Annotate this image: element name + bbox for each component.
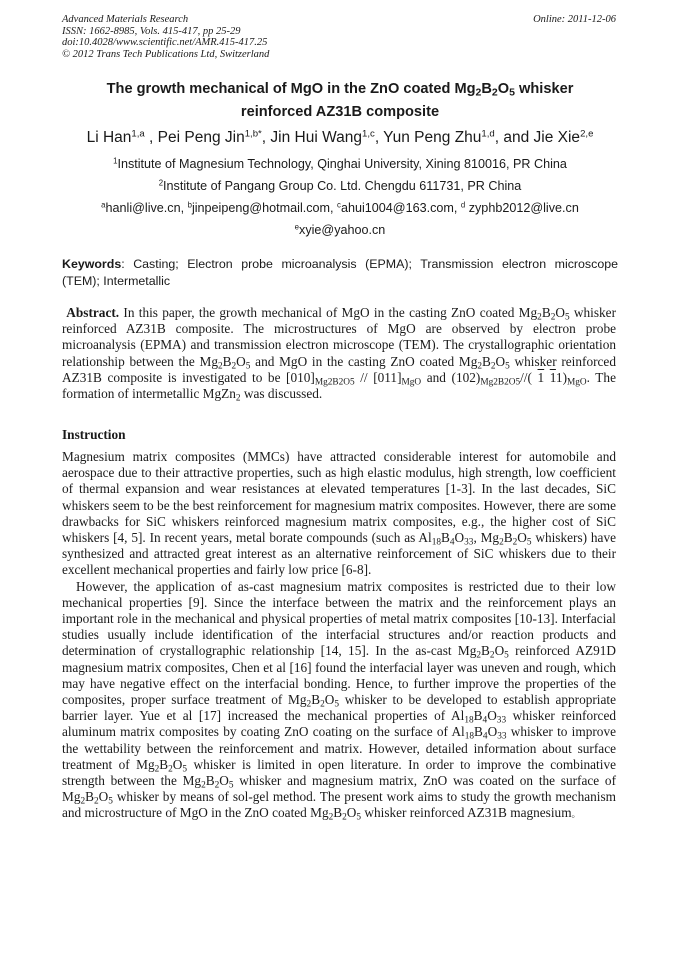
affiliation-1: $^1$Institute of Magnesium Technology, Qinghai University, Xining 810016, PR China	[113, 156, 567, 171]
email-line: $^a$hanli@live.cn, $^b$jinpeipeng@hotmail.com, $^c$ahui1004@163.com, $^d$ zyphb2012@live.cn	[101, 200, 579, 215]
email-line-2: $^e$xyie@yahoo.cn	[294, 222, 386, 237]
email-address: xyie@yahoo.cn	[299, 223, 386, 237]
author-name: Yun Peng Zhu	[383, 129, 482, 146]
journal-copyright: © 2012 Trans Tech Publications Ltd, Switzerland	[62, 48, 270, 60]
title-line1-end: whisker	[514, 81, 574, 97]
abstract-label: Abstract.	[66, 305, 120, 320]
email-address: jinpeipeng@hotmail.com,	[191, 201, 338, 215]
paragraph: However, the application of as-cast magnesium matrix composites is restricted due to their low mechanical properties [9]. Since the interface between the matrix and the reinforcement plays an important role in the mechanical and physical properties of metal matrix composites [10-13]. Interfacial studies usually include identification of the interfacial structures and/or reaction products and determination of crystallographic relationship [14, 15]. In the as-cast $Mg_2B_2O_5$ reinforced AZ91D magnesium matrix composites, Chen et al [16] found the interfacial layer was uneven and rough, which may have negative effect on the interfacial bonding. Hence, to further improve the properties of the composites, proper surface treatment of $Mg_2B_2O_5$ whisker to be developed to establish appropriate barrier layer. Yue et al [17] increased the mechanical properties of $Al_{18}B_4O_{33}$ whisker reinforced aluminum matrix composites by coating ZnO coating on the surface of $Al_{18}B_4O_{33}$ whisker to improve the wettability between the reinforcement and matrix. However, detailed information about surface treatment of $Mg_2B_2O_5$ whisker is limited in open literature. In order to improve the combinative strength between the $Mg_2B_2O_5$ whisker and magnesium matrix, ZnO was coated on the surface of $Mg_2B_2O_5$ whisker by means of sol-gel method. The present work aims to study the growth mechanism and microstructure of MgO in the ZnO coated $Mg_2B_2O_5$ whisker reinforced AZ31B magnesium。	[62, 578, 617, 824]
paragraph: Magnesium matrix composites (MMCs) have attracted considerable interest for automobile and aerospace due to their attractive properties, such as high elastic modulus, high strength, low coefficient of thermal expansion and wear resistances at elevated temperatures [1-3]. In the last decades, SiC whiskers seem to be the best reinforcement for magnesium matrix composites. However, there are some drawbacks for SiC whiskers reinforced magnesium matrix composites, e.g., the higher cost of SiC whiskers [4, 5]. In recent years, metal borate compounds (such as $Al_{18}B_4O_{33}$, $Mg_2B_2O_5$ whiskers) have synthesized and attracted great interest as an alternative reinforcement of SiC whiskers due to their excellent mechanical properties and fairly low price [6-8].	[62, 449, 617, 578]
email-address: zyphb2012@live.cn	[465, 201, 579, 215]
email-address: hanli@live.cn,	[105, 201, 188, 215]
author-name: Li Han	[86, 129, 132, 146]
abstract: Abstract. In this paper, the growth mechanical of MgO in the casting ZnO coated $Mg_2B_2O_5$ whisker reinforced AZ31B composite. The microstructures of MgO are observed by electron probe microanalysis (EPMA) and transmission electron microscope (TEM). The crystallographic orientation relationship between the $Mg_2B_2O_5$ and MgO in the casting ZnO coated $Mg_2B_2O_5$ whisker reinforced AZ31B composite is investigated to be $[010]_{Mg2B2O5} // [011]_{MgO}$ and $(102)_{Mg2B2O5}//$( 1 $11)_{MgO}$. The formation of intermetallic MgZn$_2$ was discussed.	[62, 305, 616, 404]
title-line1-start: The growth mechanical of MgO in the ZnO coated Mg	[106, 81, 476, 97]
online-date: Online: 2011-12-06	[533, 14, 616, 25]
title-line2: reinforced AZ31B composite	[240, 103, 440, 120]
email-address: ahui1004@163.com,	[340, 201, 461, 215]
journal-header	[62, 14, 618, 60]
journal-doi: doi:10.4028/www.scientific.net/AMR.415-417.25	[62, 37, 268, 48]
author-name: Pei Peng Jin	[157, 129, 245, 146]
keywords	[62, 256, 618, 289]
section-heading: Instruction	[62, 427, 126, 442]
keywords-label: Keywords	[62, 257, 122, 271]
author-list: Li Han$^{1,a}$ , Pei Peng Jin$^{1,b*}$, Jin Hui Wang$^{1,c}$, Yun Peng Zhu$^{1,d}$, and Jie Xie$^{2,e}$	[86, 128, 594, 146]
author-name: Jin Hui Wang	[270, 129, 362, 146]
affiliation-2: $^2$Institute of Pangang Group Co. Ltd. Chengdu 611731, PR China	[158, 178, 522, 193]
author-name: Jie Xie	[533, 129, 581, 146]
journal-name: Advanced Materials Research	[62, 14, 189, 25]
paper-title: The growth mechanical of MgO in the ZnO coated $Mg_2B_2O_5$ whisker reinforced AZ31B composite	[106, 81, 574, 120]
keywords-text: : Casting; Electron probe microanalysis (EPMA); Transmission electron microscope (TEM); Intermetallic	[62, 257, 618, 288]
introduction-body	[62, 449, 616, 823]
journal-issn: ISSN: 1662-8985, Vols. 415-417, pp 25-29	[62, 25, 241, 37]
